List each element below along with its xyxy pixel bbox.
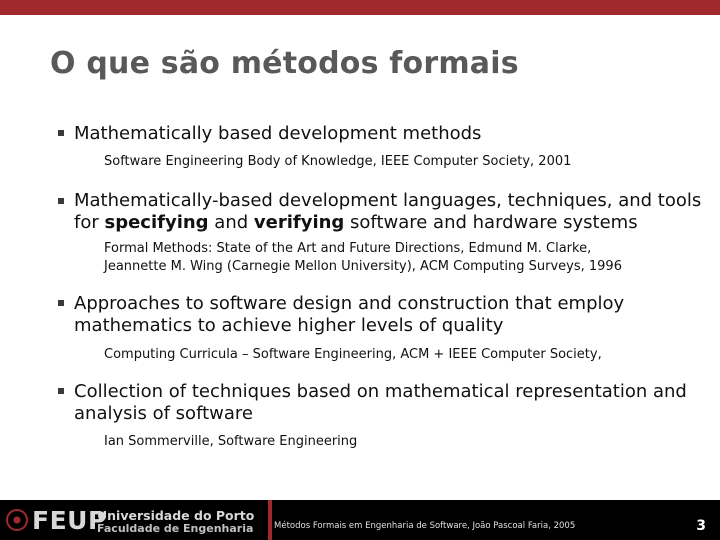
reference-line: Formal Methods: State of the Art and Future Directions, Edmund M. Clarke, — [104, 241, 592, 256]
bullet-marker — [58, 300, 64, 306]
bullet-reference: Software Engineering Body of Knowledge, IEEE Computer Society, 2001 — [104, 154, 572, 169]
bullet-text-part: Mathematically-based development languages, techniques, and tools for — [74, 190, 702, 233]
bullet-text — [74, 190, 704, 234]
bullet-text-part: and — [208, 212, 254, 233]
bullet-reference — [104, 240, 704, 276]
bullet-marker — [58, 130, 64, 136]
bullet-emphasis: specifying — [104, 212, 209, 233]
reference-line: Jeannette M. Wing (Carnegie Mellon University), ACM Computing Surveys, 1996 — [104, 259, 622, 274]
slide-footer — [0, 500, 720, 540]
bullet-marker — [58, 198, 64, 204]
university-name: Universidade do Porto — [97, 508, 255, 523]
bullet-text: Approaches to software design and construction that employ mathematics to achieve higher levels of quality — [74, 293, 625, 336]
feup-logo: FEUP — [32, 506, 107, 535]
page-number: 3 — [696, 518, 706, 534]
bullet-text-part: software and hardware systems — [344, 212, 638, 233]
footer-separator — [268, 500, 272, 540]
bullet-reference: Computing Curricula – Software Engineering, ACM + IEEE Computer Society, — [104, 347, 602, 362]
bullet-reference: Ian Sommerville, Software Engineering — [104, 434, 358, 449]
university-seal-icon — [6, 509, 28, 531]
bullet-emphasis: verifying — [253, 212, 345, 233]
bullet-text: Mathematically based development methods — [74, 123, 482, 144]
institution-name — [97, 508, 267, 538]
faculty-name: Faculdade de Engenharia — [97, 522, 254, 535]
bullet-text: Collection of techniques based on mathematical representation and analysis of software — [74, 381, 687, 424]
slide-title: O que são métodos formais — [50, 46, 519, 81]
bullet-marker — [58, 388, 64, 394]
course-info: Métodos Formais em Engenharia de Software, João Pascoal Faria, 2005 — [274, 521, 576, 531]
